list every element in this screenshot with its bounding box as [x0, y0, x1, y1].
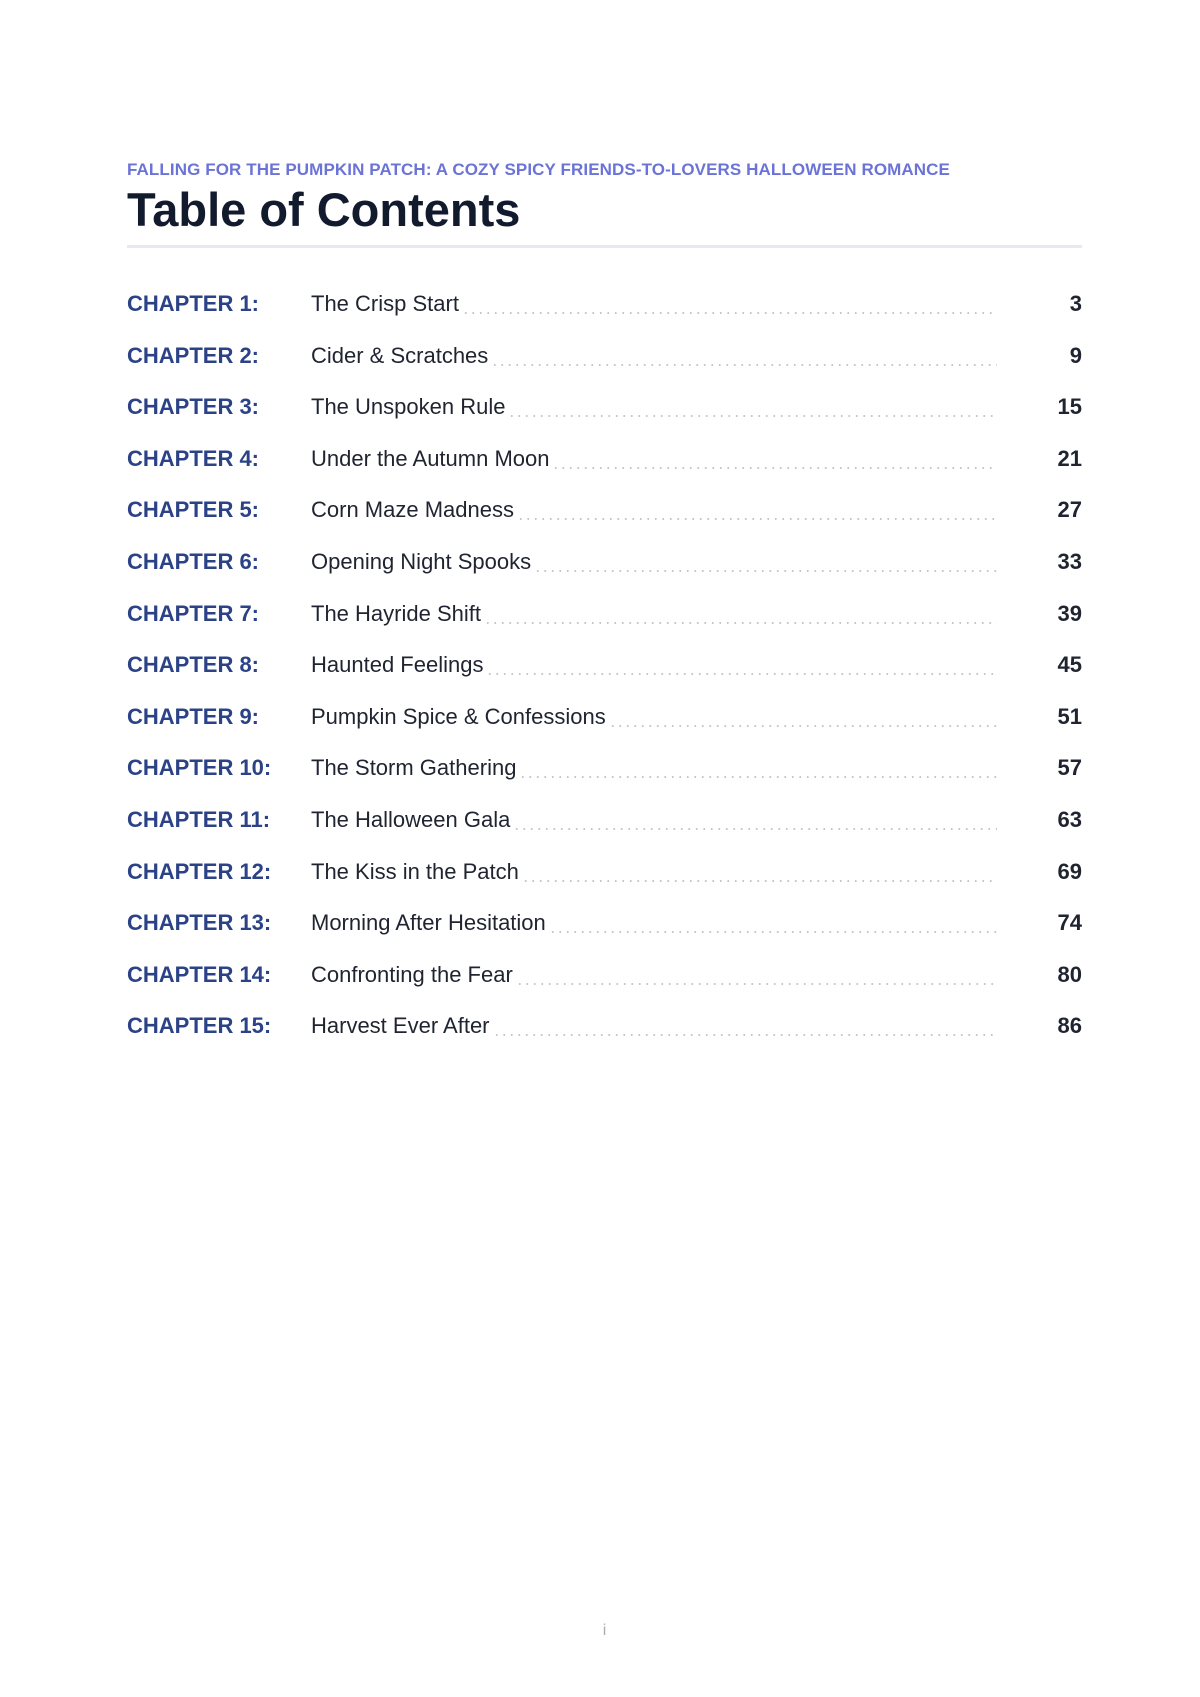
toc-dot-leader: [513, 828, 997, 830]
toc-page-number: 80: [1057, 961, 1082, 987]
toc-page-number: 33: [1057, 548, 1082, 574]
toc-chapter-label: CHAPTER 1:: [127, 291, 260, 316]
toc-title-row: [311, 392, 997, 422]
toc-chapter-label: CHAPTER 8:: [127, 652, 260, 678]
toc-page-number: 9: [1069, 342, 1082, 368]
toc-entry[interactable]: [127, 857, 1082, 909]
toc-title-row: [311, 753, 997, 783]
toc-page-number: 63: [1057, 806, 1082, 832]
toc-page-number: 45: [1057, 652, 1082, 678]
toc-chapter-label: CHAPTER 12:: [127, 858, 272, 884]
toc-dot-leader: [508, 415, 997, 417]
toc-chapter-title: The Unspoken Rule: [311, 394, 506, 420]
toc-dot-leader: [609, 725, 997, 727]
toc-page-number: 51: [1057, 703, 1082, 729]
toc-chapter-title: The Crisp Start: [311, 291, 459, 316]
toc-entry[interactable]: [127, 650, 1082, 702]
toc-chapter-label: CHAPTER 6:: [127, 548, 260, 574]
page-number: i: [602, 1622, 607, 1639]
toc-page-number: 74: [1057, 910, 1082, 936]
toc-chapter-title: Haunted Feelings: [311, 652, 484, 678]
toc-entry[interactable]: [127, 547, 1082, 599]
toc-entry[interactable]: [127, 1011, 1082, 1063]
toc-title-row: [311, 960, 997, 990]
toc-title-row: [311, 857, 997, 887]
toc-chapter-title: The Storm Gathering: [311, 755, 517, 781]
toc-chapter-label: CHAPTER 2:: [127, 342, 260, 368]
toc-chapter-label: CHAPTER 5:: [127, 497, 260, 523]
toc-chapter-label: CHAPTER 11:: [127, 806, 271, 832]
toc-chapter-title: Under the Autumn Moon: [311, 445, 550, 471]
toc-page-number: 21: [1057, 445, 1082, 471]
toc-chapter-label: CHAPTER 14:: [127, 961, 272, 987]
toc-dot-leader: [484, 622, 997, 624]
toc-title-row: [311, 1011, 997, 1041]
toc-title-row: [311, 547, 997, 577]
toc-entry[interactable]: [127, 805, 1082, 857]
toc-entry[interactable]: [127, 495, 1082, 547]
toc-title-row: [311, 599, 997, 629]
toc-page-number: 86: [1057, 1013, 1082, 1039]
toc-chapter-label: CHAPTER 15:: [127, 1013, 272, 1039]
toc-entry[interactable]: [127, 392, 1082, 444]
toc-chapter-title: Cider & Scratches: [311, 342, 489, 368]
toc-title-row: [311, 495, 997, 525]
toc-dot-leader: [519, 776, 997, 778]
toc-chapter-title: The Kiss in the Patch: [311, 858, 519, 884]
toc-chapter-title: Morning After Hesitation: [311, 910, 546, 936]
toc-entry[interactable]: [127, 960, 1082, 1012]
toc-chapter-label: CHAPTER 9:: [127, 703, 260, 729]
toc-entry[interactable]: [127, 289, 1082, 341]
toc-dot-leader: [493, 1034, 997, 1036]
toc-entry[interactable]: [127, 753, 1082, 805]
toc-title-row: [311, 650, 997, 680]
toc-entry[interactable]: [127, 599, 1082, 651]
toc-entry[interactable]: [127, 908, 1082, 960]
toc-chapter-label: CHAPTER 3:: [127, 394, 260, 420]
toc-entry[interactable]: [127, 341, 1082, 393]
page-title: Table of Contents: [127, 183, 521, 236]
toc-dot-leader: [462, 312, 997, 314]
toc-chapter-title: Pumpkin Spice & Confessions: [311, 703, 606, 729]
toc-dot-leader: [517, 518, 997, 520]
toc-chapter-label: CHAPTER 13:: [127, 910, 272, 936]
toc-dot-leader: [491, 364, 997, 366]
toc-dot-leader: [516, 983, 997, 985]
toc-chapter-title: The Halloween Gala: [311, 806, 511, 832]
toc-title-row: [311, 805, 997, 835]
heading-divider: [127, 245, 1082, 248]
toc-dot-leader: [534, 570, 997, 572]
toc-title-row: [311, 702, 997, 732]
toc-title-row: [311, 289, 997, 319]
toc-chapter-label: CHAPTER 7:: [127, 600, 260, 626]
toc-page-number: 69: [1057, 858, 1082, 884]
toc-dot-leader: [486, 673, 997, 675]
toc-entry[interactable]: [127, 444, 1082, 496]
toc-page-number: 3: [1069, 291, 1082, 316]
document-page: [127, 0, 1082, 1697]
toc-dot-leader: [522, 880, 997, 882]
toc-title-row: [311, 341, 997, 371]
toc-entry[interactable]: [127, 702, 1082, 754]
toc-chapter-title: Corn Maze Madness: [311, 497, 514, 523]
toc-dot-leader: [549, 931, 997, 933]
toc-title-row: [311, 444, 997, 474]
toc-chapter-title: Opening Night Spooks: [311, 548, 532, 574]
toc-chapter-title: Harvest Ever After: [311, 1013, 490, 1039]
toc-chapter-label: CHAPTER 4:: [127, 445, 260, 471]
toc-page-number: 27: [1057, 497, 1082, 523]
toc-chapter-title: The Hayride Shift: [311, 600, 481, 626]
table-of-contents: [127, 289, 1082, 1063]
toc-chapter-label: CHAPTER 10:: [127, 755, 272, 781]
book-title: FALLING FOR THE PUMPKIN PATCH: A COZY SPICY FRIENDS-TO-LOVERS HALLOWEEN ROMANCE: [127, 160, 950, 179]
toc-title-row: [311, 908, 997, 938]
toc-page-number: 39: [1057, 600, 1082, 626]
toc-page-number: 57: [1057, 755, 1082, 781]
toc-chapter-title: Confronting the Fear: [311, 961, 513, 987]
toc-dot-leader: [552, 467, 997, 469]
toc-page-number: 15: [1057, 394, 1082, 420]
